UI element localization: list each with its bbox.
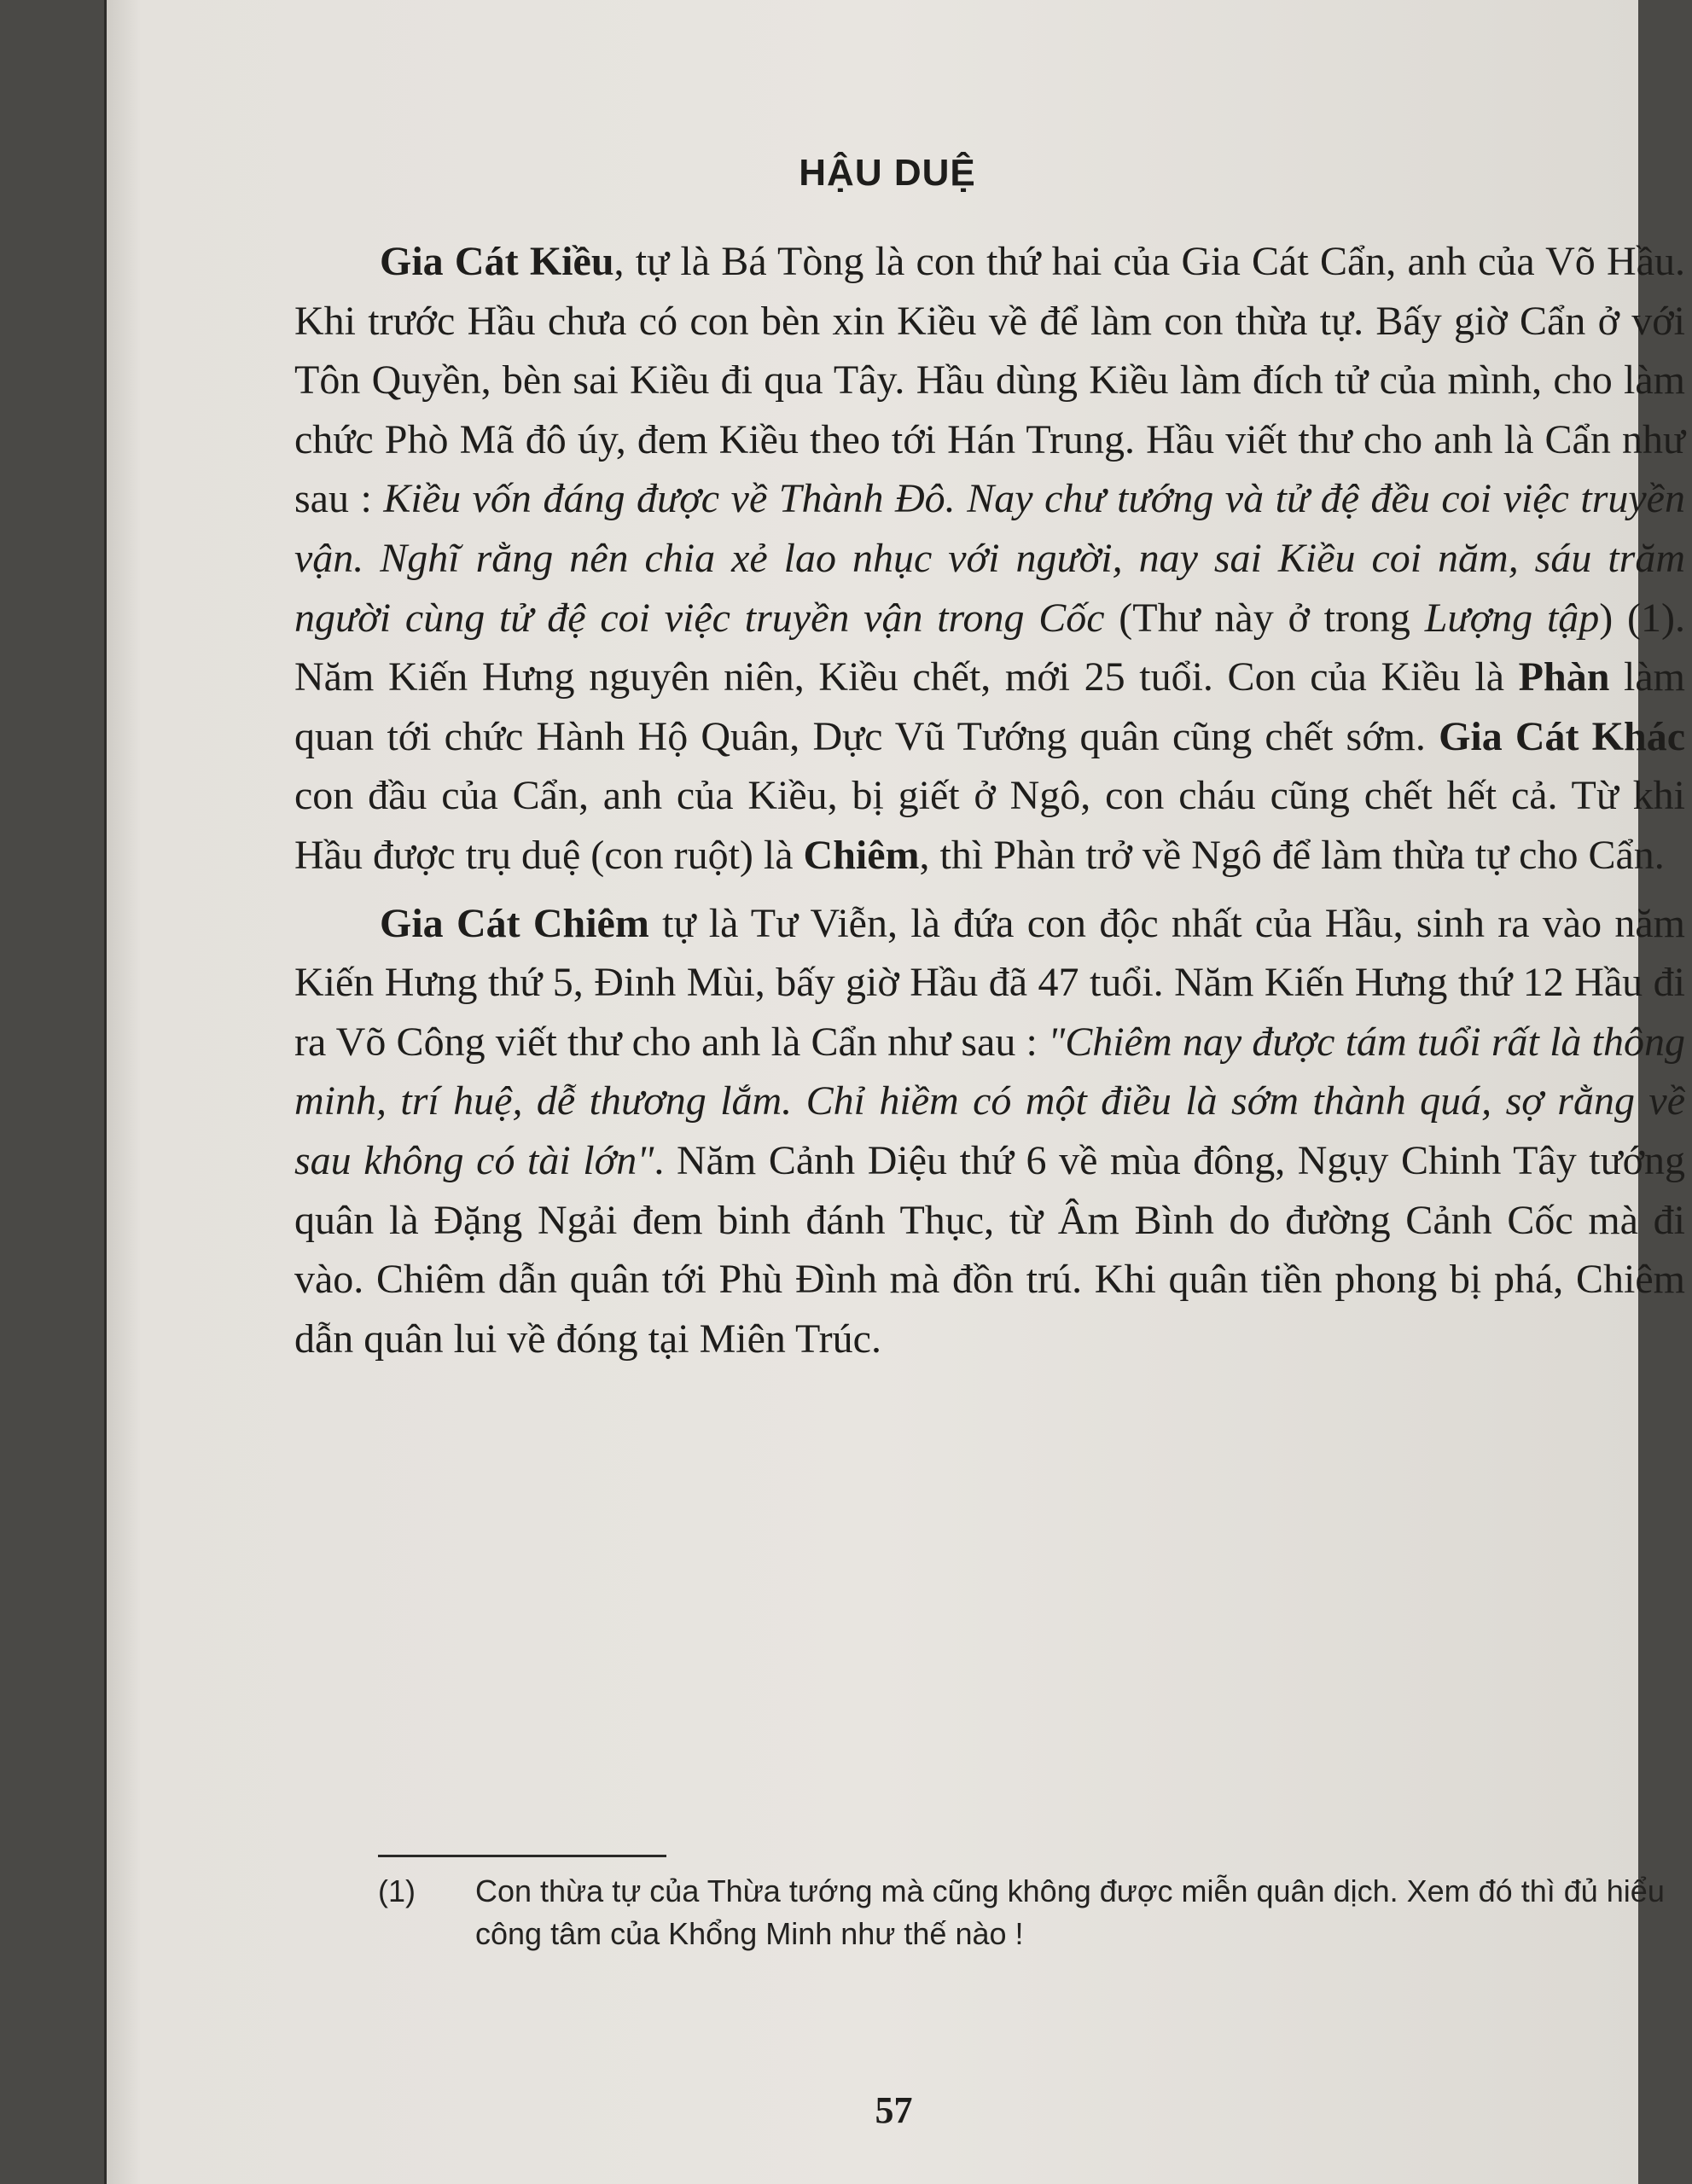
- paragraph-gia-cat-kieu: [294, 232, 1685, 886]
- paragraph-gia-cat-chiem: [294, 894, 1685, 1369]
- footnote-text: Con thừa tự của Thừa tướng mà cũng không được miễn quân dịch. Xem đó thì đủ hiểu công tâm của Khổng Minh như thế nào !: [475, 1873, 1665, 1951]
- quoted-letter: Kiều vốn đáng được về Thành Đô. Nay chư tướng và tử đệ đều coi việc truyền vận. Nghĩ rằng nên chia xẻ lao nhục với người, nay sai Kiều coi năm, sáu trăm người cùng tử đệ coi việc truyền vận trong Cốc: [294, 476, 1685, 641]
- chapter-heading: HẬU DUỆ: [799, 152, 976, 194]
- page-number: 57: [875, 2089, 913, 2131]
- text-segment: tự là Tư Viễn, là đứa con độc nhất của Hầu, sinh ra vào năm Kiến Hưng thứ 5, Đinh Mùi, bấy giờ Hầu đã 47 tuổi. Năm Kiến Hưng thứ 12 Hầu đi ra Võ Công viết thư cho anh là Cẩn như sau :: [294, 900, 1685, 1065]
- name-chiem: Chiêm: [803, 832, 920, 878]
- book-page: [104, 0, 1686, 2184]
- text-segment: . Năm Cảnh Diệu thứ 6 về mùa đông, Ngụy Chinh Tây tướng quân là Đặng Ngải đem binh đánh Thục, từ Âm Bình do đường Cảnh Cốc mà đi vào. Chiêm dẫn quân tới Phù Đình mà đồn trú. Khi quân tiền phong bị phá, Chiêm dẫn quân lui về đóng tại Miên Trúc.: [294, 1137, 1685, 1362]
- name-phan: Phàn: [1518, 654, 1610, 700]
- source-title: Lượng tập: [1424, 595, 1600, 641]
- name-gia-cat-khac: Gia Cát Khác: [1439, 713, 1686, 759]
- text-segment: , tự là Bá Tòng là con thứ hai của Gia Cát Cẩn, anh của Võ Hầu. Khi trước Hầu chưa có con bèn xin Kiều về để làm con thừa tự. Bấy giờ Cẩn ở với Tôn Quyền, bèn sai Kiều đi qua Tây. Hầu dùng Kiều làm đích tử của mình, cho làm chức Phò Mã đô úy, đem Kiều theo tới Hán Trung. Hầu viết thư cho anh là Cẩn như sau :: [294, 239, 1685, 522]
- text-segment: con đầu của Cẩn, anh của Kiều, bị giết ở Ngô, con cháu cũng chết hết cả. Từ khi Hầu được trụ duệ (con ruột) là: [294, 773, 1685, 878]
- text-segment: làm quan tới chức Hành Hộ Quân, Dực Vũ Tướng quân cũng chết sớm.: [294, 654, 1686, 759]
- footnote-divider: [378, 1855, 666, 1857]
- quoted-letter: "Chiêm nay được tám tuổi rất là thông minh, trí huệ, dễ thương lắm. Chỉ hiềm có một điều là sớm thành quá, sợ rằng về sau không có tài lớn": [294, 1019, 1685, 1183]
- footnote: [378, 1870, 1692, 1955]
- footnote-mark: (1): [378, 1873, 416, 1908]
- name-gia-cat-kieu: Gia Cát Kiều: [380, 239, 614, 284]
- text-segment: (Thư này ở trong: [1104, 595, 1425, 641]
- text-segment: , thì Phàn trở về Ngô để làm thừa tự cho Cẩn.: [919, 832, 1665, 878]
- text-segment: ) (1). Năm Kiến Hưng nguyên niên, Kiều chết, mới 25 tuổi. Con của Kiều là: [294, 595, 1685, 700]
- name-gia-cat-chiem: Gia Cát Chiêm: [380, 900, 649, 946]
- body-text: [294, 232, 1685, 1377]
